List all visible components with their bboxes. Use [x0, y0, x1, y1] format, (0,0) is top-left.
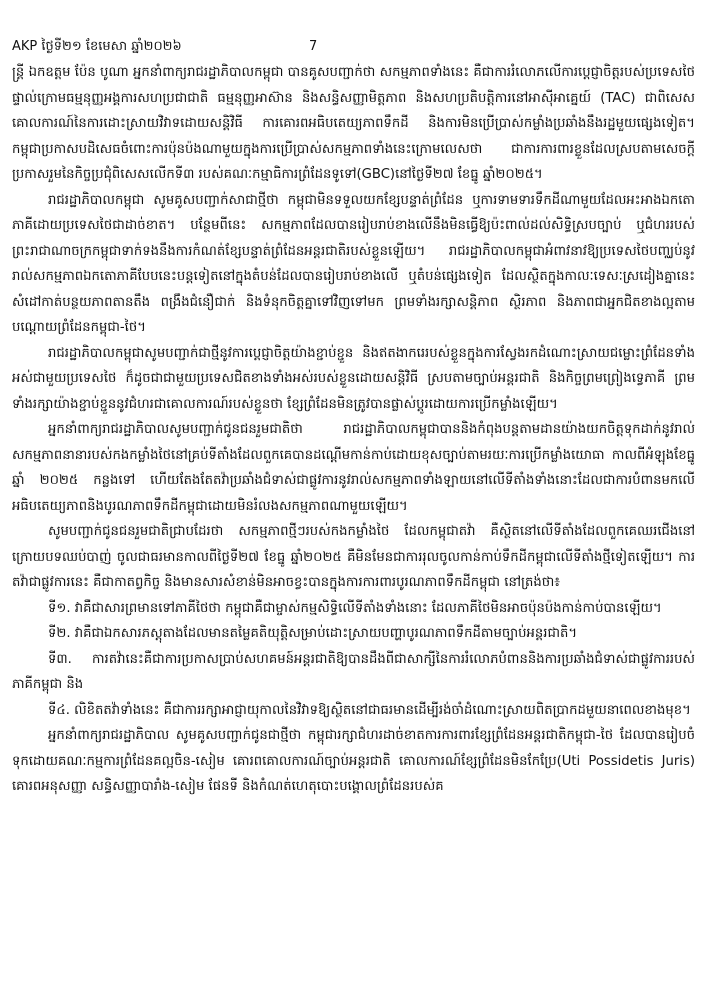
- list-item-2: ទី២. វាគឺជាឯកសារភស្តុតាងដែលមានតម្លៃគតិយុត្តិសម្រាប់ដោះស្រាយបញ្ហាបូរណភាពទឹកដីតាមច្បាប់អន្តរជាតិ។: [48, 626, 578, 641]
- paragraph-4: អ្នកនាំពាក្យរាជរដ្ឋាភិបាលសូមបញ្ជាក់ជូនជនរួមជាតិថា រាជរដ្ឋាភិបាលកម្ពុជាបាននិងកំពុងបន្តតាមដានយ៉ាងយកចិត្តទុកដាក់នូវរាល់សកម្មភាពនានារបស់កងកម្លាំងថៃនៅគ្រប់ទីតាំងដែលពួកគេបានដណ្តើមកាន់កាប់ដោយខុសច្បាប់តាមរយៈការប្រើកម្លាំងយោធា កាលពីអំឡុងខែធ្នូឆ្នាំ ២០២៥ កន្លងទៅ ហើយតែងតែតវ៉ាប្រឆាំងជំទាស់ជាផ្លូវការនូវរាល់សកម្មភាពទាំងឡាយនៅលើទីតាំងទាំងនោះដែលជាការបំពានមកលើអធិបតេយ្យភាពនិងបូរណភាពទឹកដីកម្ពុជាដោយមិនរំលងសកម្មភាពណាមួយឡើយ។: [12, 422, 695, 514]
- document-body: [12, 60, 695, 800]
- paragraph-1: ន្ត្រី ឯកឧត្តម ប៉ែន បូណា អ្នកនាំពាក្យរាជរដ្ឋាភិបាលកម្ពុជា បានគូសបញ្ជាក់ថា សកម្មភាពទាំងនេះ គឺជាការរំលោភលើការប្តេជ្ញាចិត្តរបស់ប្រទេសថៃផ្ទាល់ក្រោមធម្មនុញ្ញអង្គការសហប្រជាជាតិ ធម្មនុញ្ញអាស៊ាន និងសន្ធិសញ្ញាមិត្តភាព និងសហប្រតិបត្តិការនៅអាស៊ីអាគ្នេយ៍ (TAC) ជាពិសេសគោលការណ៍នៃការដោះស្រាយវិវាទដោយសន្តិវិធី ការគោរពអធិបតេយ្យភាពទឹកដី និងការមិនប្រើប្រាស់កម្លាំងប្រឆាំងនឹងរដ្ឋមួយផ្សេងទៀត។ កម្ពុជាប្រកាសបដិសេធចំពោះការប៉ុនប៉ងណាមួយក្នុងការប្រើប្រាស់សកម្មភាពទាំងនេះក្រោមលេសថា ជាការការពារខ្លួនដែលស្របតាមសេចក្តីប្រកាសរួមនៃកិច្ចប្រជុំពិសេសលើកទី៣ របស់គណៈកម្មាធិការព្រំដែនទូទៅ(GBC)នៅថ្ងៃទី២៧ ខែធ្នូ ឆ្នាំ២០២៥។: [12, 65, 695, 182]
- paragraph-5: សូមបញ្ជាក់ជូនជនរួមជាតិជ្រាបដែរថា សកម្មភាពថ្មីៗរបស់កងកម្លាំងថៃ ដែលកម្ពុជាតវ៉ា គឺស្ថិតនៅលើទីតាំងដែលពួកគេឈរជើងនៅក្រោយបទឈប់បាញ់ ចូលជាធរមានកាលពីថ្ងៃទី២៧ ខែធ្នូ ឆ្នាំ២០២៥ គឺមិនមែនជាការរុលចូលកាន់កាប់ទឹកដីកម្ពុជាលើទីតាំងថ្មីទៀតឡើយ។ ការតវ៉ាជាផ្លូវការនេះ គឺជាកាតព្វកិច្ច និងមានសារសំខាន់មិនអាចខ្វះបានក្នុងការការពារបូរណភាពទឹកដីកម្ពុជា នៅត្រង់ថា៖: [12, 524, 695, 590]
- page-header: [12, 38, 695, 58]
- list-item-4: ទី៤. លិខិតតវ៉ាទាំងនេះ គឺជាការរក្សាអាជ្ញាយុកាលនៃវិវាទឱ្យស្ថិតនៅជាធរមានដើម្បីរង់ចាំដំណោះស្រាយពិតប្រាកដមួយនាពេលខាងមុខ។: [48, 702, 691, 718]
- paragraph-3: រាជរដ្ឋាភិបាលកម្ពុជាសូមបញ្ជាក់ជាថ្មីនូវការប្តេជ្ញាចិត្តយ៉ាងខ្ជាប់ខ្ជួន និងឥតងាករេរបស់ខ្លួនក្នុងការស្វែងរកដំណោះស្រាយជម្លោះព្រំដែនទាំងអស់ជាមួយប្រទេសថៃ ក៏ដូចជាជាមួយប្រទេសជិតខាងទាំងអស់របស់ខ្លួនដោយសន្តិវិធី ស្របតាមច្បាប់អន្តរជាតិ និងកិច្ចព្រមព្រៀងទ្វេភាគី ព្រមទាំងរក្សាយ៉ាងខ្ជាប់ខ្ជួននូវជំហរជាគោលការណ៍របស់ខ្លួនថា ខ្សែព្រំដែនមិនត្រូវបានផ្លាស់ប្តូរដោយការប្រើកម្លាំងឡើយ។: [12, 345, 695, 412]
- list-item-1: ទី១. វាគឺជាសារព្រមានទៅភាគីថៃថា កម្ពុជាគឺជាម្ចាស់កម្មសិទ្ធិលើទីតាំងទាំងនោះ ដែលភាគីថៃមិនអាចប៉ុនប៉ងកាន់កាប់បានឡើយ។: [48, 600, 662, 616]
- header-date-line: AKP ថ្ងៃទី២១ ខែមេសា ឆ្នាំ២០២៦: [12, 39, 182, 54]
- list-item-3: ទី៣. ការតវ៉ានេះគឺជាការប្រកាសប្រាប់សហគមន៍អន្តរជាតិឱ្យបានដឹងពីជាសាក្សីនៃការរំលោភបំពាននិងការប្រឆាំងជំទាស់ជាផ្លូវការរបស់ភាគីកម្ពុជា និង: [12, 651, 695, 692]
- paragraph-2: រាជរដ្ឋាភិបាលកម្ពុជា សូមគូសបញ្ជាក់សាជាថ្មីថា កម្ពុជាមិនទទួលយកខ្សែបន្ទាត់ព្រំដែន ឬការទាមទារទឹកដីណាមួយដែលអះអាងឯកតោភាគីដោយប្រទេសថៃជាដាច់ខាត។ បន្ថែមពីនេះ សកម្មភាពដែលបានរៀបរាប់ខាងលើនឹងមិនធ្វើឱ្យប៉ះពាល់ដល់សិទ្ធិស្របច្បាប់ ឬជំហររបស់ព្រះរាជាណាចក្រកម្ពុជាទាក់ទងនឹងការកំណត់ខ្សែបន្ទាត់ព្រំដែនអន្តរជាតិរបស់ខ្លួនឡើយ។ រាជរដ្ឋាភិបាលកម្ពុជាអំពាវនាវឱ្យប្រទេសថៃបញ្ឈប់នូវរាល់សកម្មភាពឯកតោភាគីបែបនេះបន្តទៀតនៅក្នុងតំបន់ដែលបានរៀបរាប់ខាងលើ ឬតំបន់ផ្សេងទៀត ដែលស្ថិតក្នុងកាលៈទេសៈស្រដៀងគ្នានេះ សំដៅកាត់បន្ថយភាពតានតឹង ពង្រឹងជំនឿជាក់ និងទំនុកចិត្តគ្នាទៅវិញទៅមក ព្រមទាំងរក្សាសន្តិភាព ស្ថិរភាព និងភាពជាអ្នកជិតខាងល្អតាមបណ្តោយព្រំដែនកម្ពុជា-ថៃ។: [12, 192, 695, 335]
- page-number: 7: [309, 39, 318, 54]
- paragraph-6: អ្នកនាំពាក្យរាជរដ្ឋាភិបាល សូមគូសបញ្ជាក់ជូនជាថ្មីថា កម្ពុជារក្សាជំហរដាច់ខាតការការពារខ្សែព្រំដែនអន្តរជាតិកម្ពុជា-ថៃ ដែលបានរៀបចំទុកដោយគណៈកម្មការព្រំដែនគល្អចិន-សៀម គោរពគោលការណ៍ច្បាប់អន្តរជាតិ គោលការណ៍ខ្សែព្រំដែនមិនកែប្រែ(Uti Possidetis Juris) គោរពអនុសញ្ញា សន្ធិសញ្ញាបារាំង-សៀម ផែនទី និងកំណត់ហេតុបោះបង្គោលព្រំដែនរបស់គ: [12, 728, 695, 794]
